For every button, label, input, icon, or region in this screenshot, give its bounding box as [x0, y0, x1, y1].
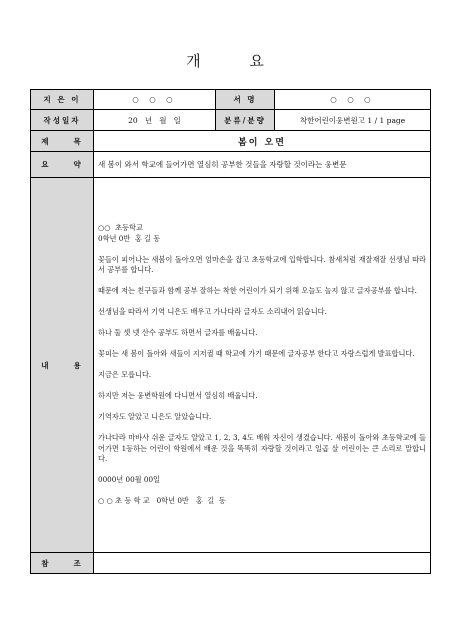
signature-label: 서 명 [216, 90, 275, 110]
reference-label: 참 조 [31, 553, 94, 574]
content-date-line: 0000년 00월 00일 [98, 475, 160, 485]
reference-row [31, 553, 431, 574]
content-paragraph: 꽃피는 새 봄이 돌아와 새들이 지저귈 때 학교에 가기 때문에 글자공부 한다고 자랑스럽게 발표합니다. [98, 349, 415, 359]
content-row [31, 178, 431, 553]
date-label: 작성일자 [31, 110, 94, 131]
date-value: 20 년 월 일 [94, 110, 216, 131]
content-paragraph: 가나다라 마바사 쉬운 글자도 알았고 1, 2, 3, 4도 배워 자신이 생겼습니다. 새봄이 돌아와 초등학교에 들어가면 1등하는 어린이 학원에서 배운 것을 똑똑히 자랑할 것이라고 일곱 살 어린이는 큰 소리로 말합니다. [98, 433, 426, 464]
content-body [94, 178, 431, 553]
content-paragraph: 때문에 저는 친구들과 함께 공부 잘하는 착한 어린이가 되기 위해 오늘도 놀지 않고 글자공부를 합니다. [98, 286, 417, 296]
content-paragraph: 지금은 모릅니다. [98, 370, 152, 380]
content-paragraph: 하나 둘 셋 넷 산수 공부도 하면서 글자를 배웁니다. [98, 328, 258, 338]
category-label: 분류/분량 [216, 110, 275, 131]
author-label: 지 은 이 [31, 90, 94, 110]
page-title: 개 요 [186, 52, 286, 70]
summary-row [31, 152, 431, 178]
author-value: ○ ○ ○ [94, 90, 216, 110]
content-paragraph: 선생님을 따라서 기역 니은도 배우고 가나다라 글자도 소리내어 읽습니다. [98, 307, 327, 317]
subject-value: 봄이 오면 [94, 131, 431, 152]
outline-form [30, 89, 431, 574]
category-value: 착한어린이웅변원고 1 / 1 page [275, 110, 431, 131]
subject-row [31, 131, 431, 152]
summary-label: 요 약 [31, 152, 94, 178]
author-row [31, 90, 431, 110]
content-paragraph: 하지만 저는 웅변학원에 다니면서 열심히 배웁니다. [98, 391, 258, 401]
subject-label: 제 목 [31, 131, 94, 152]
content-label: 내 용 [31, 178, 94, 553]
signature-value: ○ ○ ○ [275, 90, 431, 110]
content-signature-line: ○ ○ 초 등 학 교 0학년 0반 홍 길 동 [98, 496, 226, 506]
content-paragraph: 꽃들이 피어나는 새봄이 돌아오면 엄마손을 잡고 초등학교에 입학합니다. 참새처럼 재잘재잘 선생님 따라서 공부를 합니다. [98, 254, 426, 275]
content-paragraph: 기역자도 알았고 니은도 알았습니다. [98, 412, 212, 422]
content-student: 0학년 0반 홍 길 동 [98, 233, 161, 243]
reference-value [94, 553, 431, 574]
summary-value: 새 봄이 와서 학교에 들어가면 열심히 공부한 것들을 자랑할 것이라는 웅변문 [94, 152, 431, 178]
content-school: ○○ 초등학교 [98, 223, 143, 233]
date-row [31, 110, 431, 131]
